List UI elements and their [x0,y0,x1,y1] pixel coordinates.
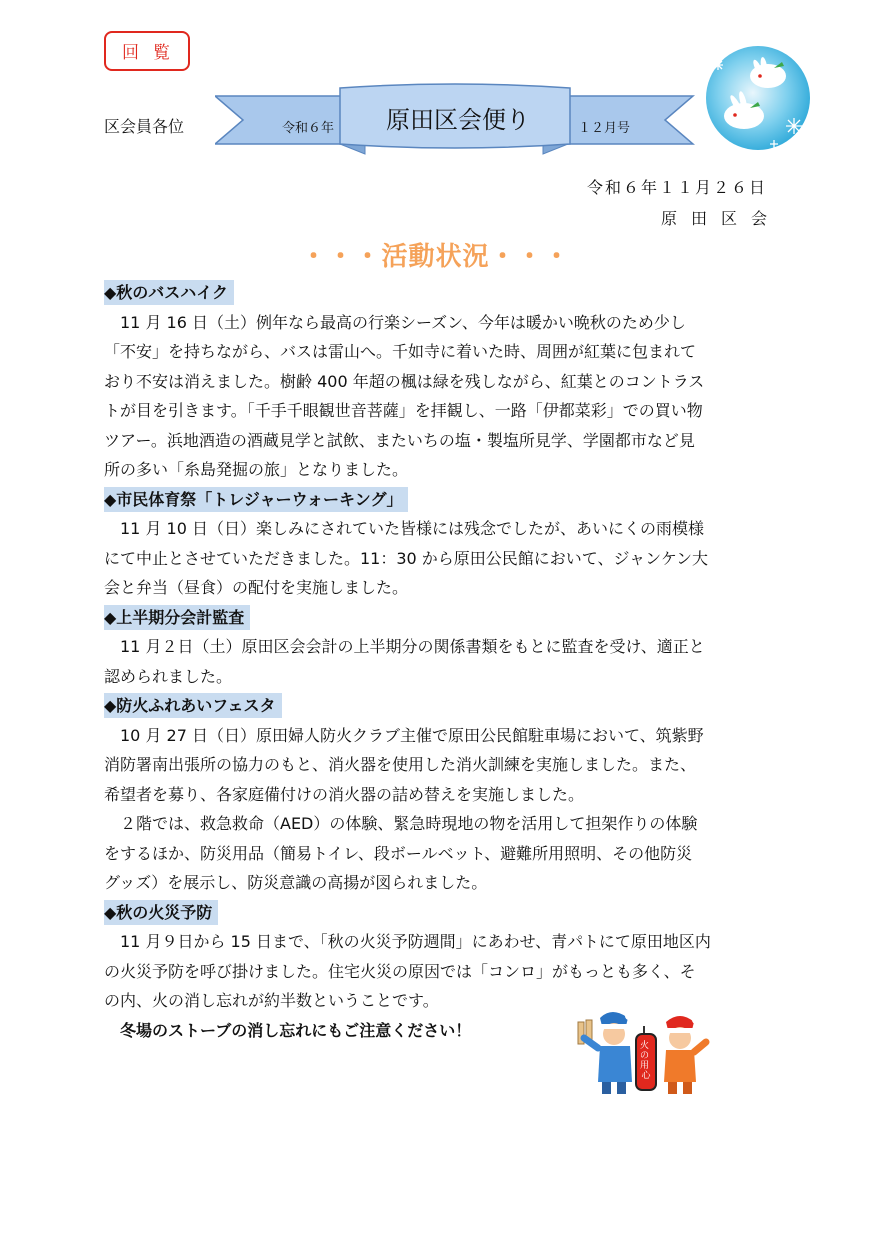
recipients-label: 区会員各位 [104,117,185,136]
snow-rabbit-illustration [698,40,818,155]
body-line: 「不安」を持ちながら、バスは雷山へ。千如寺に着いた時、周囲が紅葉に包まれて [104,342,697,361]
section-heading-audit: ◆上半期分会計監査 [104,605,250,630]
lantern-text [640,1039,652,1081]
section-heading-sports-festival: ◆市民体育祭「トレジャーウォーキング」 [104,487,408,512]
era-label: 令和６年 [282,121,335,136]
section-heading-fire-prevention: ◆秋の火災予防 [104,900,218,925]
body-line: ２階では、救急救命（AED）の体験、緊急時現地の物を活用して担架作りの体験 [120,814,698,833]
section-body-fire-prevention [104,927,772,1016]
section-heading-fire-festa: ◆防火ふれあいフェスタ [104,693,282,718]
body-line: 11 月 10 日（日）楽しみにされていた皆様には残念でしたが、あいにくの雨模様 [120,519,704,538]
section-body-bus-hike [104,308,772,485]
body-line: 消防署南出張所の協力のもと、消火器を使用した消火訓練を実施しました。また、 [104,755,697,774]
section-body-fire-festa [104,721,772,810]
bulletin-content [104,278,772,1045]
body-line: ツアー。浜地酒造の酒蔵見学と試飲、またいちの塩・製塩所見学、学園都市など見 [104,430,695,450]
closing-notice: 冬場のストーブの消し忘れにもご注意ください！ [120,1020,472,1040]
body-line: 11 月 16 日（土）例年なら最高の行楽シーズン、今年は暖かい晩秋のため少し [120,312,686,332]
section-body-sports-festival [104,514,772,603]
body-line: をするほか、防災用品（簡易トイレ、段ボールベット、避難所用照明、その他防災 [104,843,693,863]
lantern-text-line: の [640,1051,650,1061]
body-line: グッズ）を展示し、防災意識の高揚が図られました。 [104,873,488,892]
lantern-text-line: 心 [641,1071,651,1081]
body-line: 認められました。 [104,666,233,686]
issuer-name: 原田区会 [660,209,781,228]
body-line: トが目を引きます。「千手千眼観世音菩薩」を拝観し、一路「伊都菜彩」での買い物 [104,401,703,420]
section-body-fire-festa-2 [104,809,772,898]
body-line: 所の多い「糸島発掘の旅」となりました。 [104,460,409,479]
lantern-text-line: 用 [640,1061,650,1071]
body-line: にて中止とさせていただきました。11：30 から原田公民館において、ジャンケン大 [104,548,709,568]
section-body-audit [104,632,772,691]
body-line: 会と弁当（昼食）の配付を実施しました。 [104,578,409,597]
kairan-stamp: 回覧 [104,31,190,71]
body-line: 10 月 27 日（日）原田婦人防火クラブ主催で原田公民館駐車場において、筑紫野 [120,725,704,745]
body-line: 11 月９日から 15 日まで、「秋の火災予防週間」にあわせ、青パトにて原田地区内 [120,932,711,951]
fire-watch-kids-illustration [572,1008,712,1103]
issue-date: 令和６年１１月２６日 [586,178,767,197]
body-line: 希望者を募り、各家庭備付けの消火器の詰め替えを実施しました。 [104,784,585,804]
body-line: 11 月２日（土）原田区会会計の上半期分の関係書類をもとに監査を受け、適正と [120,637,705,656]
section-heading-bus-hike: ◆秋のバスハイク [104,280,234,305]
body-line: の火災予防を呼び掛けました。住宅火災の原因では「コンロ」がもっとも多く、そ [104,961,696,981]
body-line: おり不安は消えました。樹齢 400 年超の楓は緑を残しながら、紅葉とのコントラス [104,371,705,391]
activity-status-heading: ・・・活動状況・・・ [300,242,571,272]
lantern-text-line: 火 [640,1041,650,1051]
body-line: の内、火の消し忘れが約半数ということです。 [104,991,439,1010]
month-label: １２月号 [578,121,631,136]
bulletin-title: 原田区会便り [386,106,530,134]
